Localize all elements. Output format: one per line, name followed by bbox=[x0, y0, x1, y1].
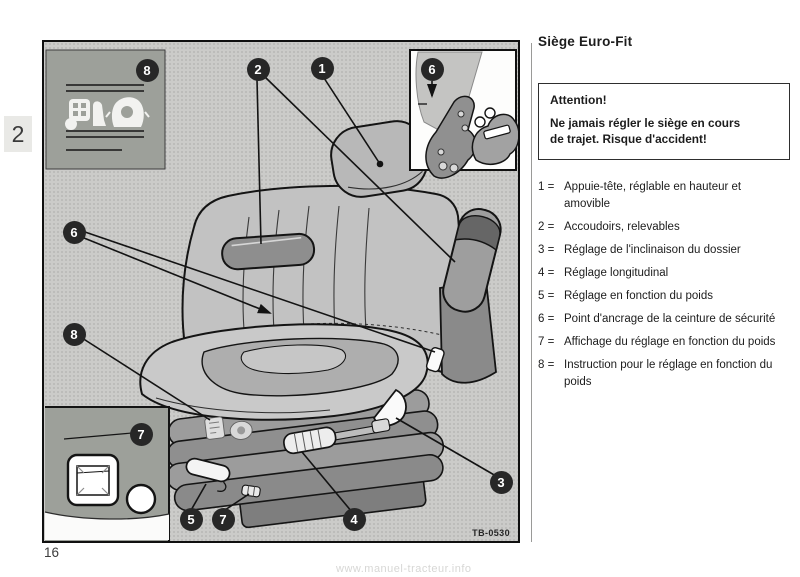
callout-7-inset: 7 bbox=[130, 423, 153, 446]
warning-body: Ne jamais régler le siège en cours de trajet. Risque d'accident! bbox=[550, 116, 741, 146]
legend-item bbox=[538, 242, 778, 259]
legend-item bbox=[538, 219, 778, 236]
legend-item bbox=[538, 311, 778, 328]
callout-4: 4 bbox=[343, 508, 366, 531]
figure-frame bbox=[42, 40, 520, 543]
legend-key: 6 = bbox=[538, 313, 555, 325]
legend-text: Appuie-tête, réglable en hauteur et amovible bbox=[564, 181, 742, 210]
legend-item bbox=[538, 265, 778, 282]
seat-illustration bbox=[44, 42, 518, 541]
legend-item bbox=[538, 334, 778, 351]
legend-text: Accoudoirs, relevables bbox=[564, 221, 680, 233]
page-number: 16 bbox=[44, 545, 60, 560]
legend-key: 2 = bbox=[538, 221, 555, 233]
legend-key: 4 = bbox=[538, 267, 555, 279]
legend-text: Instruction pour le réglage en fonction du poids bbox=[564, 359, 773, 388]
legend-text: Réglage en fonction du poids bbox=[564, 290, 713, 302]
callout-8: 8 bbox=[63, 323, 86, 346]
callout-6-inset: 6 bbox=[421, 58, 444, 81]
column-divider bbox=[531, 43, 532, 542]
page-title: Siège Euro-Fit bbox=[538, 34, 633, 49]
legend-item bbox=[538, 357, 778, 391]
weight-indicator-part bbox=[241, 485, 260, 497]
legend-key: 8 = bbox=[538, 359, 555, 371]
warning-title: Attention! bbox=[550, 93, 607, 107]
callout-1: 1 bbox=[311, 57, 334, 80]
callout-6: 6 bbox=[63, 221, 86, 244]
callout-5: 5 bbox=[180, 508, 203, 531]
legend-text: Réglage longitudinal bbox=[564, 267, 669, 279]
callout-8-placard: 8 bbox=[136, 59, 159, 82]
text-column bbox=[538, 34, 778, 397]
left-armrest bbox=[221, 233, 315, 270]
callout-3: 3 bbox=[490, 471, 513, 494]
legend-key: 7 = bbox=[538, 336, 555, 348]
watermark: www.manuel-tracteur.info bbox=[336, 563, 472, 575]
legend-key: 3 = bbox=[538, 244, 555, 256]
legend-text: Affichage du réglage en fonction du poids bbox=[564, 336, 776, 348]
callout-2: 2 bbox=[247, 58, 270, 81]
legend-key: 1 = bbox=[538, 181, 555, 193]
legend-text: Réglage de l'inclinaison du dossier bbox=[564, 244, 741, 256]
legend-item bbox=[538, 179, 778, 213]
legend-text: Point d'ancrage de la ceinture de sécurité bbox=[564, 313, 776, 325]
legend-item bbox=[538, 288, 778, 305]
legend-list bbox=[538, 179, 778, 391]
warning-box bbox=[538, 83, 790, 160]
legend-key: 5 = bbox=[538, 290, 555, 302]
drawing-code: TB-0530 bbox=[472, 528, 510, 538]
callout-7: 7 bbox=[212, 508, 235, 531]
chapter-tab: 2 bbox=[4, 116, 32, 152]
